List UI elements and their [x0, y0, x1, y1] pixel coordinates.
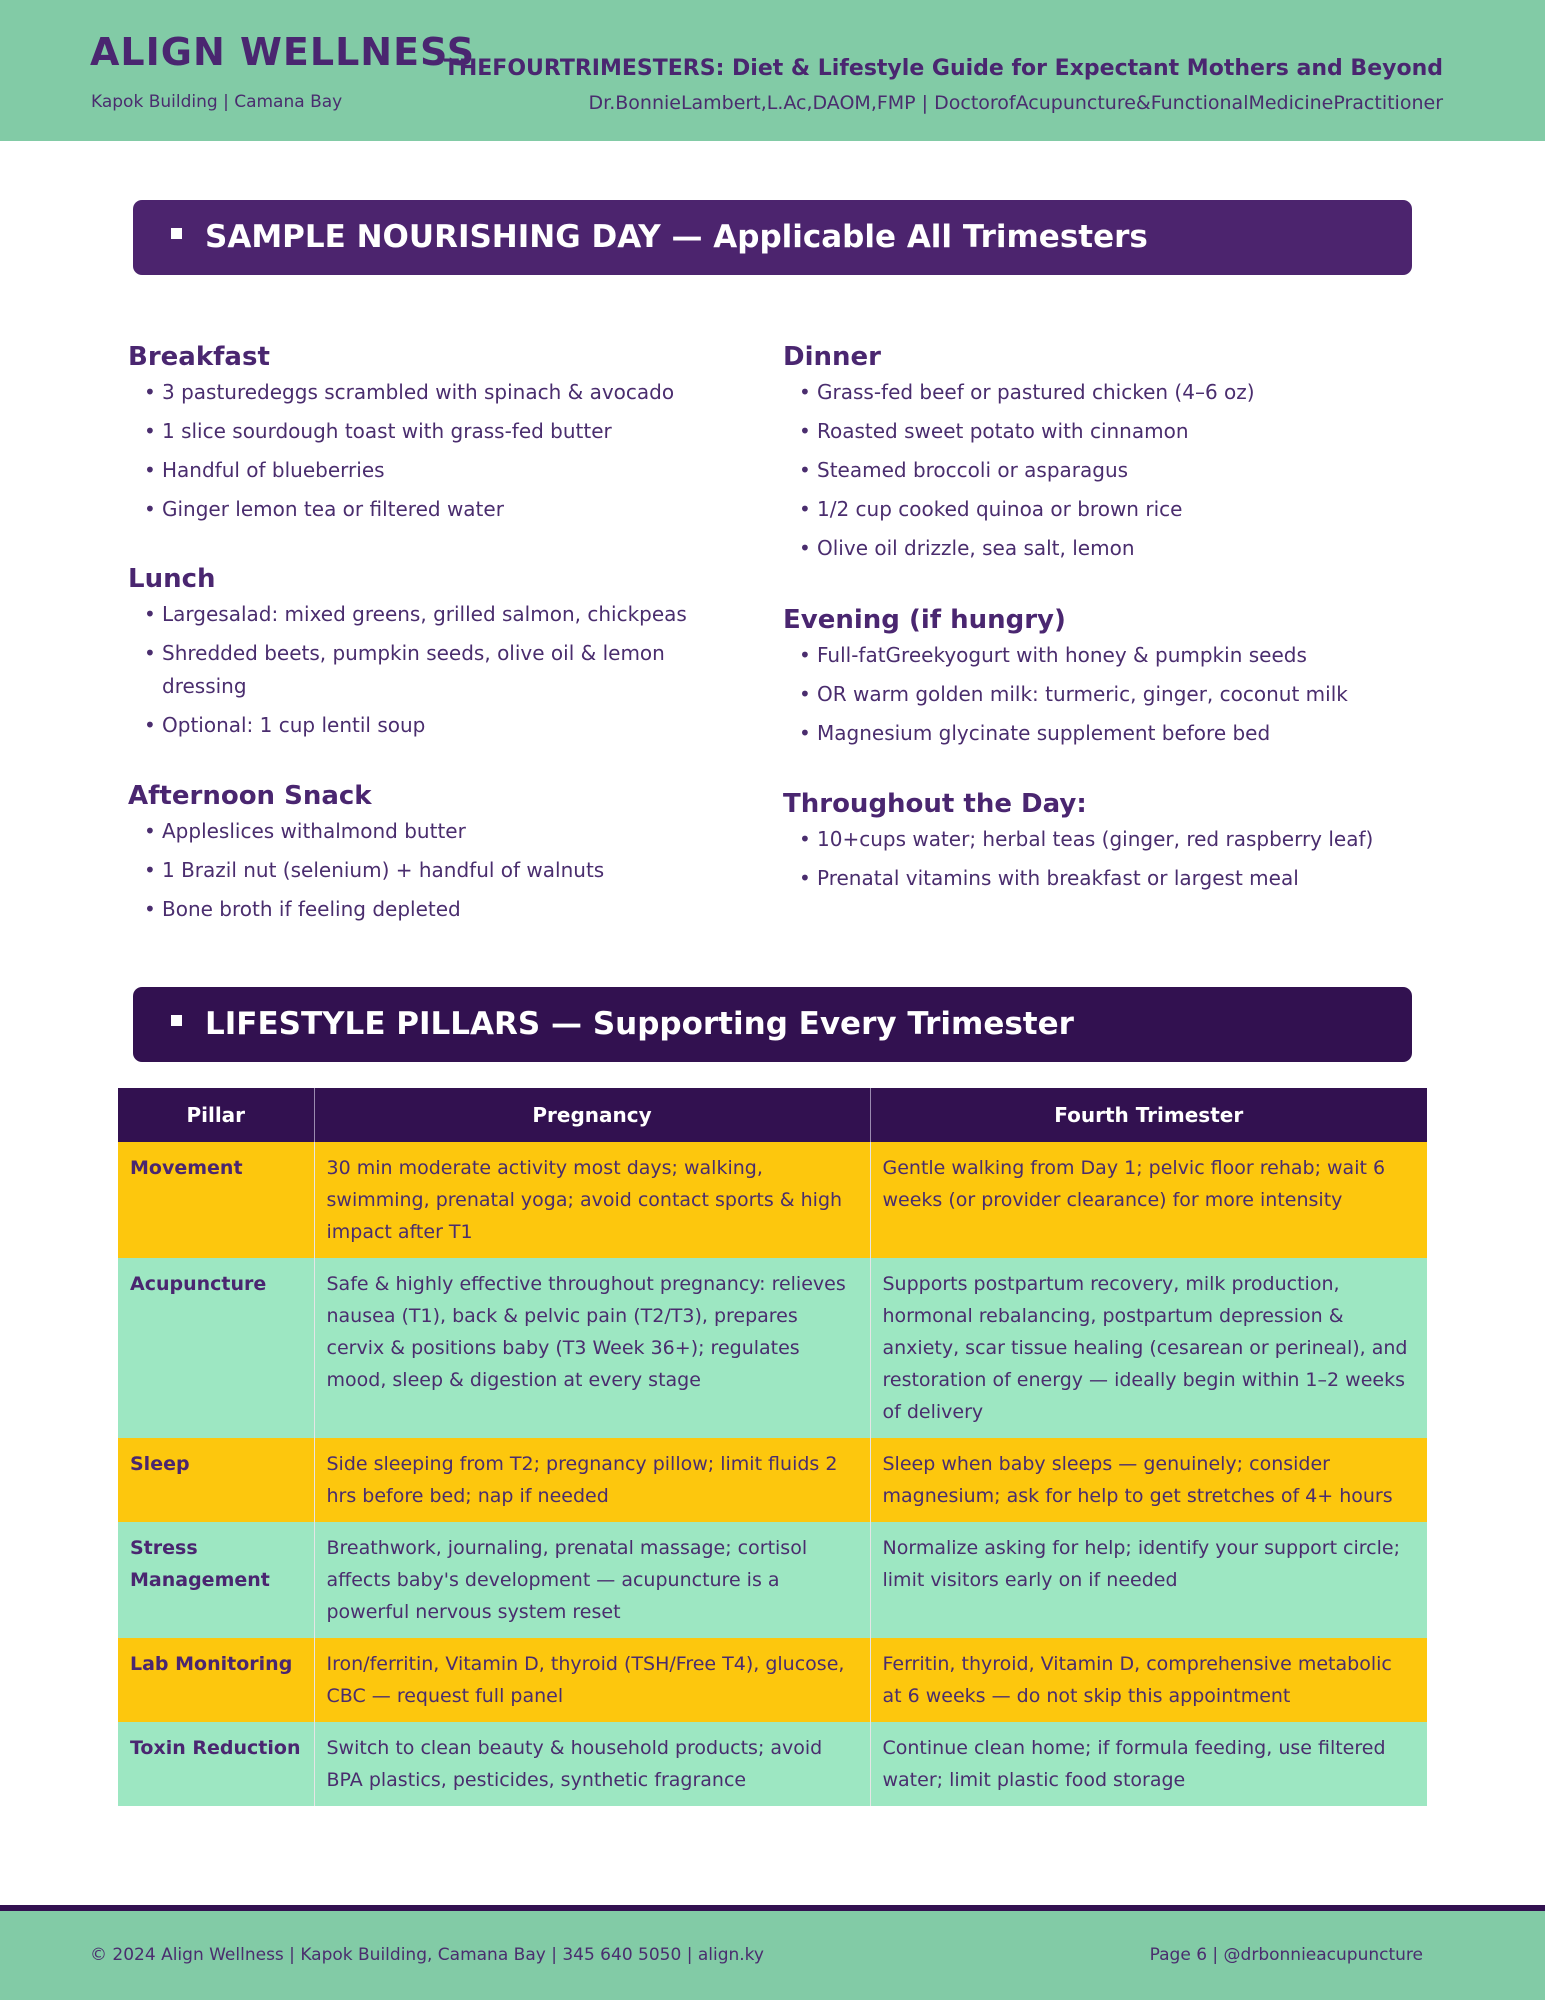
pregnancy-cell: Iron/ferritin, Vitamin D, thyroid (TSH/Free T4), glucose, CBC — request full panel [314, 1638, 870, 1722]
pillar-name: Stress Management [118, 1522, 314, 1638]
footer-page-info: Page 6 | @drbonnieacupuncture [1149, 1945, 1423, 1965]
table-header-row [118, 1088, 1427, 1142]
list-item: • Prenatal vitamins with breakfast or largest meal [783, 862, 1403, 895]
page-header [0, 0, 1545, 141]
list-item: • Magnesium glycinate supplement before bed [783, 717, 1403, 750]
meal-title: Afternoon Snack [128, 781, 372, 811]
meal-breakfast [128, 342, 728, 532]
pillar-name: Sleep [118, 1438, 314, 1522]
meal-throughout-day [783, 789, 1403, 901]
meal-item-list [783, 639, 1403, 750]
list-item: • 1/2 cup cooked quinoa or brown rice [783, 493, 1403, 526]
pregnancy-cell: Side sleeping from T2; pregnancy pillow; limit fluids 2 hrs before bed; nap if needed [314, 1438, 870, 1522]
list-item: • Olive oil drizzle, sea salt, lemon [783, 532, 1403, 565]
table-row [118, 1258, 1427, 1438]
table-row [118, 1438, 1427, 1522]
section-title: SAMPLE NOURISHING DAY — Applicable All Trimesters [205, 219, 1148, 255]
meal-title: Evening (if hungry) [783, 605, 1066, 635]
list-item: • 1 Brazil nut (selenium) + handful of walnuts [128, 854, 728, 887]
meal-item-list [783, 376, 1403, 565]
column-header-pillar: Pillar [118, 1088, 314, 1142]
column-header-pregnancy: Pregnancy [314, 1088, 870, 1142]
list-item: • Steamed broccoli or asparagus [783, 454, 1403, 487]
list-item: • Grass-fed beef or pastured chicken (4–6 oz) [783, 376, 1403, 409]
meal-item-list [128, 815, 728, 926]
list-item: • Ginger lemon tea or filtered water [128, 493, 728, 526]
column-header-fourth-trimester: Fourth Trimester [870, 1088, 1427, 1142]
footer-contact: © 2024 Align Wellness | Kapok Building, Camana Bay | 345 640 5050 | align.ky [90, 1945, 764, 1965]
pregnancy-cell: Switch to clean beauty & household products; avoid BPA plastics, pesticides, synthetic fragrance [314, 1722, 870, 1806]
fourth-trimester-cell: Normalize asking for help; identify your support circle; limit visitors early on if needed [870, 1522, 1427, 1638]
fourth-trimester-cell: Gentle walking from Day 1; pelvic floor rehab; wait 6 weeks (or provider clearance) for more intensity [870, 1142, 1427, 1258]
document-title: THEFOURTRIMESTERS: Diet & Lifestyle Guide for Expectant Mothers and Beyond [443, 56, 1443, 81]
meal-title: Breakfast [128, 342, 270, 372]
pregnancy-cell: Breathwork, journaling, prenatal massage; cortisol affects baby's development — acupuncture is a powerful nervous system reset [314, 1522, 870, 1638]
list-item: • Appleslices withalmond butter [128, 815, 728, 848]
list-item: • OR warm golden milk: turmeric, ginger, coconut milk [783, 678, 1403, 711]
fourth-trimester-cell: Ferritin, thyroid, Vitamin D, comprehensive metabolic at 6 weeks — do not skip this appointment [870, 1638, 1427, 1722]
pillar-name: Toxin Reduction [118, 1722, 314, 1806]
brand-name: ALIGN WELLNESS [90, 30, 476, 74]
list-item: • 10+cups water; herbal teas (ginger, red raspberry leaf) [783, 823, 1403, 856]
document-author: Dr.BonnieLambert,L.Ac,DAOM,FMP | DoctorofAcupuncture&FunctionalMedicinePractitioner [588, 92, 1443, 114]
meal-lunch [128, 564, 708, 748]
pillar-name: Movement [118, 1142, 314, 1258]
meal-title: Dinner [783, 342, 881, 372]
page-footer [0, 1911, 1545, 2000]
table-row [118, 1522, 1427, 1638]
section-banner-lifestyle-pillars [133, 987, 1412, 1062]
fourth-trimester-cell: Supports postpartum recovery, milk production, hormonal rebalancing, postpartum depression & anxiety, scar tissue healing (cesarean or perineal), and restoration of energy — ideally begin within 1–2 weeks of delivery [870, 1258, 1427, 1438]
list-item: • Optional: 1 cup lentil soup [128, 709, 708, 742]
list-item: • Roasted sweet potato with cinnamon [783, 415, 1403, 448]
fourth-trimester-cell: Continue clean home; if formula feeding, use filtered water; limit plastic food storage [870, 1722, 1427, 1806]
meal-item-list [783, 823, 1403, 895]
section-title: LIFESTYLE PILLARS — Supporting Every Trimester [205, 1006, 1074, 1042]
pillar-name: Lab Monitoring [118, 1638, 314, 1722]
meal-title: Throughout the Day: [783, 789, 1087, 819]
brand-address: Kapok Building | Camana Bay [91, 92, 343, 112]
list-item: • 3 pasturedeggs scrambled with spinach & avocado [128, 376, 728, 409]
table-row [118, 1142, 1427, 1258]
square-bullet-icon [171, 1015, 182, 1026]
list-item: • Largesalad: mixed greens, grilled salmon, chickpeas [128, 598, 708, 631]
meal-evening [783, 605, 1403, 756]
pillar-name: Acupuncture [118, 1258, 314, 1438]
list-item: • Full-fatGreekyogurt with honey & pumpkin seeds [783, 639, 1403, 672]
meal-item-list [128, 598, 708, 742]
table-row [118, 1638, 1427, 1722]
list-item: • 1 slice sourdough toast with grass-fed butter [128, 415, 728, 448]
pregnancy-cell: 30 min moderate activity most days; walking, swimming, prenatal yoga; avoid contact sports & high impact after T1 [314, 1142, 870, 1258]
table-row [118, 1722, 1427, 1806]
meal-item-list [128, 376, 728, 526]
lifestyle-pillars-table [118, 1088, 1427, 1806]
meal-title: Lunch [128, 564, 216, 594]
fourth-trimester-cell: Sleep when baby sleeps — genuinely; consider magnesium; ask for help to get stretches of 4+ hours [870, 1438, 1427, 1522]
pregnancy-cell: Safe & highly effective throughout pregnancy: relieves nausea (T1), back & pelvic pain (T2/T3), prepares cervix & positions baby (T3 Week 36+); regulates mood, sleep & digestion at every stage [314, 1258, 870, 1438]
list-item: • Bone broth if feeling depleted [128, 893, 728, 926]
meal-afternoon-snack [128, 781, 728, 932]
list-item: • Handful of blueberries [128, 454, 728, 487]
section-banner-nourishing-day [133, 200, 1412, 275]
list-item: • Shredded beets, pumpkin seeds, olive oil & lemon dressing [128, 637, 708, 703]
square-bullet-icon [171, 228, 182, 239]
meal-dinner [783, 342, 1403, 571]
